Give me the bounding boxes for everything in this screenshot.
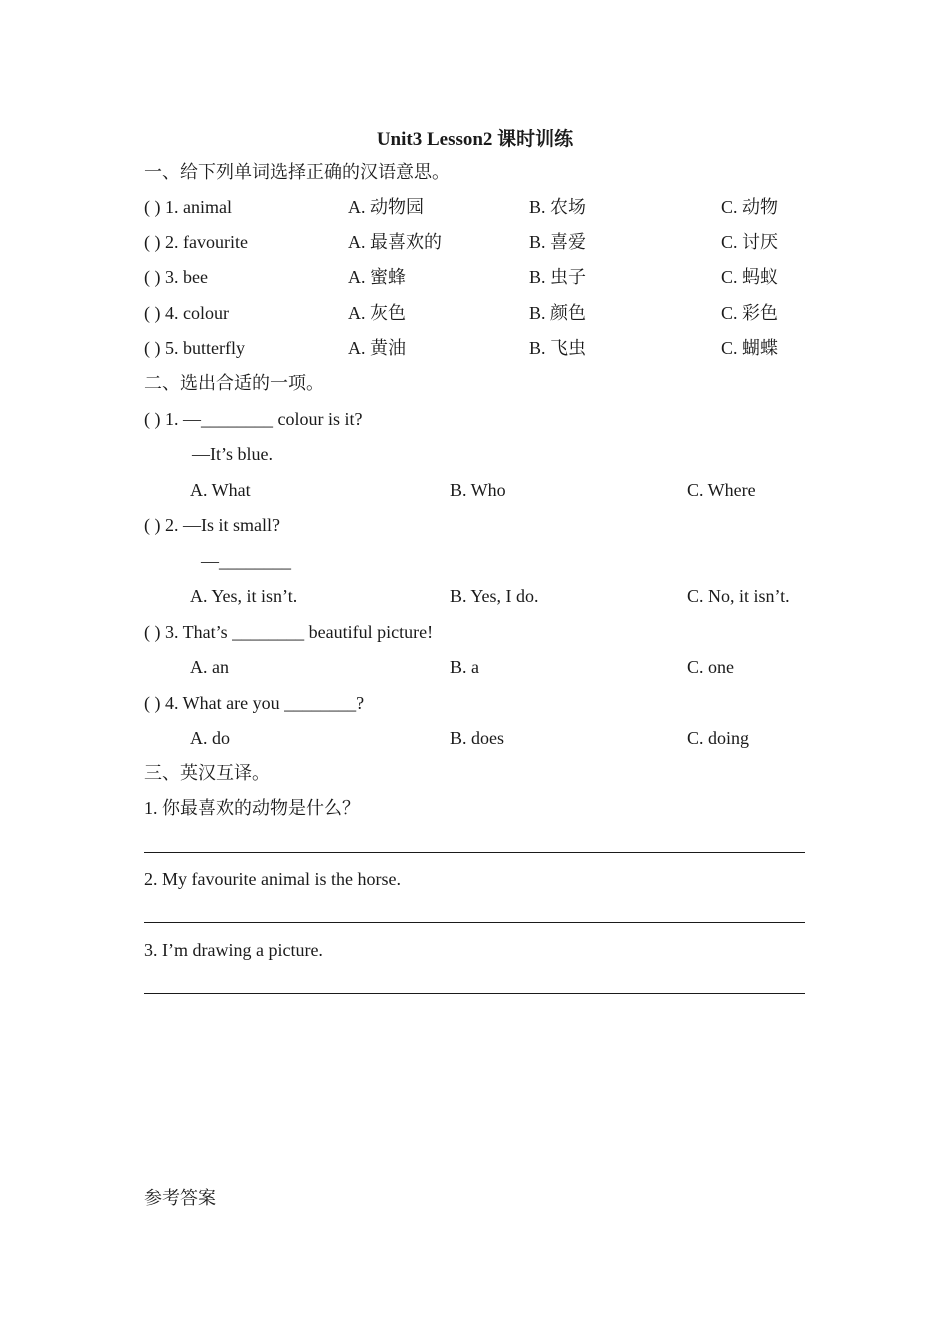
translation-item-3: 3. I’m drawing a picture. xyxy=(144,940,323,960)
section2-heading: 二、选出合适的一项。 xyxy=(144,373,324,393)
option-a: A. an xyxy=(190,657,229,677)
option-a: A. What xyxy=(190,480,251,500)
option-c: C. Where xyxy=(687,480,756,500)
option-b: B. 颜色 xyxy=(529,303,587,323)
option-c: C. one xyxy=(687,657,734,677)
option-b: B. 飞虫 xyxy=(529,338,587,358)
question-stem: ( ) 3. That’s ________ beautiful picture! xyxy=(144,622,434,642)
dialogue-reply: —________ xyxy=(201,551,291,571)
option-a: A. 灰色 xyxy=(348,303,406,323)
option-a: A. 蜜蜂 xyxy=(348,267,406,287)
question-stem: ( ) 4. What are you ________? xyxy=(144,693,365,713)
question-stem: ( ) 1. —________ colour is it? xyxy=(144,409,363,429)
question-text: ( ) 2. favourite xyxy=(144,232,248,252)
option-b: B. 农场 xyxy=(529,197,587,217)
answer-blank-line xyxy=(144,993,805,994)
option-a: A. 黄油 xyxy=(348,338,406,358)
option-c: C. 蚂蚁 xyxy=(721,267,779,287)
option-c: C. 讨厌 xyxy=(721,232,779,252)
translation-item-1: 1. 你最喜欢的动物是什么？ xyxy=(144,798,360,818)
option-c: C. 彩色 xyxy=(721,303,779,323)
option-a: A. Yes, it isn’t. xyxy=(190,586,298,606)
question-text: ( ) 4. colour xyxy=(144,303,229,323)
question-text: ( ) 3. bee xyxy=(144,267,208,287)
answer-blank-line xyxy=(144,852,805,853)
question-text: ( ) 1. animal xyxy=(144,197,232,217)
section1-heading: 一、给下列单词选择正确的汉语意思。 xyxy=(144,162,450,182)
question-stem: ( ) 2. —Is it small? xyxy=(144,515,280,535)
answer-blank-line xyxy=(144,922,805,923)
page-title: Unit3 Lesson2 课时训练 xyxy=(376,129,574,150)
option-b: B. a xyxy=(450,657,479,677)
option-a: A. do xyxy=(190,728,230,748)
option-c: C. No, it isn’t. xyxy=(687,586,790,606)
dialogue-reply: —It’s blue. xyxy=(192,444,273,464)
option-c: C. 动物 xyxy=(721,197,779,217)
translation-item-2: 2. My favourite animal is the horse. xyxy=(144,869,401,889)
option-b: B. Yes, I do. xyxy=(450,586,539,606)
option-b: B. 喜爱 xyxy=(529,232,587,252)
option-b: B. Who xyxy=(450,480,506,500)
section3-heading: 三、英汉互译。 xyxy=(144,763,270,783)
question-text: ( ) 5. butterfly xyxy=(144,338,245,358)
option-c: C. doing xyxy=(687,728,750,748)
option-c: C. 蝴蝶 xyxy=(721,338,779,358)
option-a: A. 最喜欢的 xyxy=(348,232,442,252)
option-a: A. 动物园 xyxy=(348,197,424,217)
option-b: B. 虫子 xyxy=(529,267,587,287)
option-b: B. does xyxy=(450,728,504,748)
answers-heading: 参考答案 xyxy=(144,1188,216,1208)
